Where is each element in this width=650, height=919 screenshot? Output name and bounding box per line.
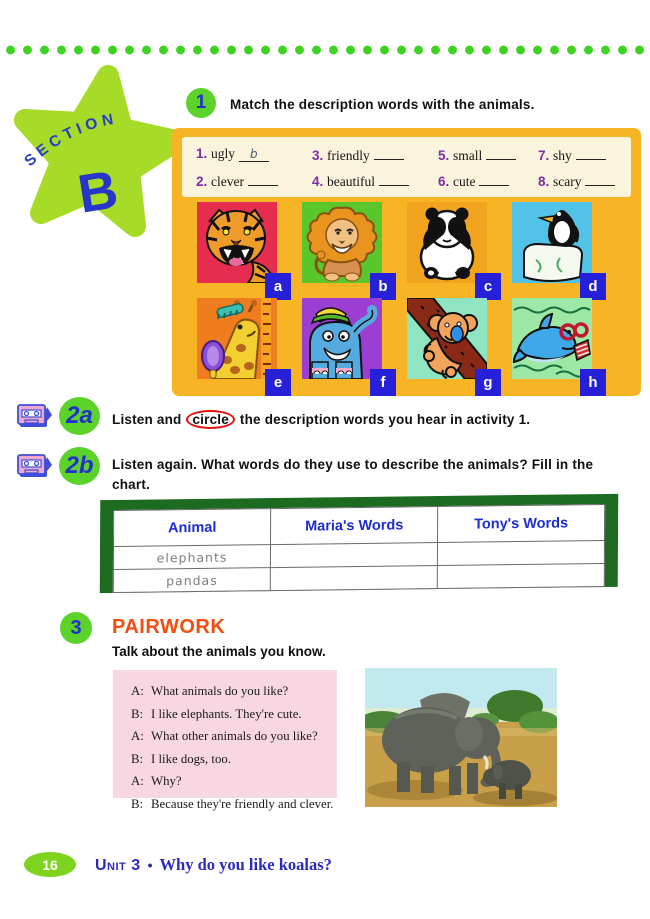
words-chart (113, 504, 605, 593)
word-text: beautiful (327, 173, 376, 189)
speaker-label: A: (131, 774, 144, 788)
footer-separator: • (147, 857, 153, 873)
speaker-label: A: (131, 729, 144, 743)
answer-blank-3[interactable] (374, 145, 404, 160)
dialogue-line (131, 752, 337, 767)
word-number: 2. (196, 173, 208, 189)
word-list-panel (182, 137, 631, 197)
animal-letter-badge: h (580, 369, 606, 396)
dialogue-line (131, 684, 337, 699)
animal-tile-e (197, 298, 283, 391)
animal-tile-h (512, 298, 598, 391)
animal-tile-b (302, 202, 388, 295)
word-item-7 (538, 145, 633, 164)
animal-letter-badge: b (370, 273, 396, 300)
answer-blank-5[interactable] (486, 145, 516, 160)
word-number: 7. (538, 147, 550, 163)
activity2a-instruction (112, 409, 637, 430)
word-text: cute (453, 173, 476, 189)
activity1-panel (172, 128, 641, 396)
word-number: 8. (538, 173, 550, 189)
activity2a-text-before: Listen and (112, 412, 182, 427)
animal-tile-f (302, 298, 386, 391)
answer-blank-8[interactable] (585, 171, 615, 186)
animal-letter-badge: c (475, 273, 501, 300)
speaker-label: B: (131, 751, 144, 766)
dialogue-line (131, 707, 337, 722)
animal-letter-badge: a (265, 273, 291, 300)
word-item-6 (438, 171, 538, 190)
word-text: shy (553, 147, 572, 163)
word-text: scary (553, 173, 582, 189)
activity1-instruction: Match the description words with the animals. (230, 97, 535, 112)
section-word: SECTION (21, 110, 120, 171)
chart-header-maria: Maria's Words (271, 507, 438, 545)
elephant-image (302, 298, 382, 379)
answer-blank-2[interactable] (248, 171, 278, 186)
word-number: 1. (196, 146, 208, 161)
word-item-3 (312, 145, 438, 164)
answer-blank-4[interactable] (379, 171, 409, 186)
chart-header-row (114, 504, 605, 546)
word-item-5 (438, 145, 538, 164)
circled-word: circle (186, 410, 234, 429)
animal-letter-badge: g (475, 369, 501, 396)
word-item-1 (196, 146, 312, 162)
chart-cell-tony[interactable] (437, 564, 604, 589)
answer-blank-6[interactable] (479, 171, 509, 186)
dialogue-text: I like elephants. They're cute. (151, 706, 302, 721)
word-item-2 (196, 171, 312, 190)
cassette-icon (17, 402, 53, 437)
animal-tile-d (512, 202, 598, 295)
dialogue-text: I like dogs, too. (151, 751, 231, 766)
footer-title: Why do you like koalas? (159, 855, 332, 874)
cassette-icon (17, 452, 53, 487)
dialogue-text: Why? (151, 774, 182, 788)
footer (95, 855, 332, 875)
answer-blank-7[interactable] (576, 145, 606, 160)
giraffe-image (197, 298, 277, 379)
speaker-label: B: (131, 706, 144, 721)
dialogue-text: What animals do you like? (151, 684, 289, 698)
lion-image (302, 202, 382, 283)
dialogue-text: Because they're friendly and clever. (151, 796, 334, 811)
dialogue-text: What other animals do you like? (151, 729, 318, 743)
chart-cell-tony[interactable] (437, 541, 604, 566)
chart-header-animal: Animal (114, 509, 271, 547)
word-number: 3. (312, 147, 324, 163)
activity1-number-badge: 1 (186, 88, 216, 118)
word-text: clever (211, 173, 245, 189)
word-text: ugly (211, 146, 236, 161)
dolphin-image (512, 298, 592, 379)
chart-cell-maria[interactable] (271, 543, 438, 568)
star-icon (5, 60, 195, 242)
word-item-8 (538, 171, 633, 190)
animal-letter-badge: f (370, 369, 396, 396)
section-letter: B (74, 159, 122, 225)
activity2b-number-badge: 2b (59, 447, 100, 485)
animal-tile-c (407, 202, 493, 295)
activity2a-number-badge: 2a (59, 397, 100, 435)
animal-tile-a (197, 202, 283, 295)
speaker-label: A: (131, 684, 144, 698)
elephant-photo (365, 668, 557, 807)
word-number: 5. (438, 147, 450, 163)
chart-cell-animal: pandas (113, 568, 270, 593)
words-chart-frame (100, 494, 618, 593)
koala-image (407, 298, 487, 379)
word-text: small (453, 147, 483, 163)
pairwork-title: PAIRWORK (112, 616, 226, 638)
activity3-number-badge: 3 (60, 612, 92, 644)
chart-row-pandas (113, 564, 604, 593)
animal-letter-badge: e (265, 369, 291, 396)
answer-blank-1[interactable]: b (239, 147, 269, 162)
penguin-image (512, 202, 592, 283)
section-star (5, 60, 195, 242)
footer-unit-label: Unit 3 (95, 857, 141, 874)
activity2a-text-after: the description words you hear in activity 1. (239, 412, 531, 427)
pairwork-subtitle: Talk about the animals you know. (112, 644, 326, 659)
dialogue-line (131, 797, 337, 812)
word-number: 4. (312, 173, 324, 189)
dialogue-box (113, 670, 337, 811)
dialogue-line (131, 774, 337, 789)
page-number-badge: 16 (24, 852, 76, 877)
panda-image (407, 202, 487, 283)
chart-cell-maria[interactable] (270, 566, 437, 591)
dialogue-line (131, 729, 337, 744)
top-dotted-border (0, 44, 650, 56)
word-text: friendly (327, 147, 370, 163)
tiger-image (197, 202, 277, 283)
chart-cell-animal: elephants (113, 545, 270, 570)
word-item-4 (312, 171, 438, 190)
animal-tile-g (407, 298, 493, 391)
speaker-label: B: (131, 796, 144, 811)
activity2b-instruction: Listen again. What words do they use to describe the animals? Fill in the chart. (112, 457, 594, 492)
animal-letter-badge: d (580, 273, 606, 300)
word-number: 6. (438, 173, 450, 189)
chart-header-tony: Tony's Words (438, 504, 605, 542)
